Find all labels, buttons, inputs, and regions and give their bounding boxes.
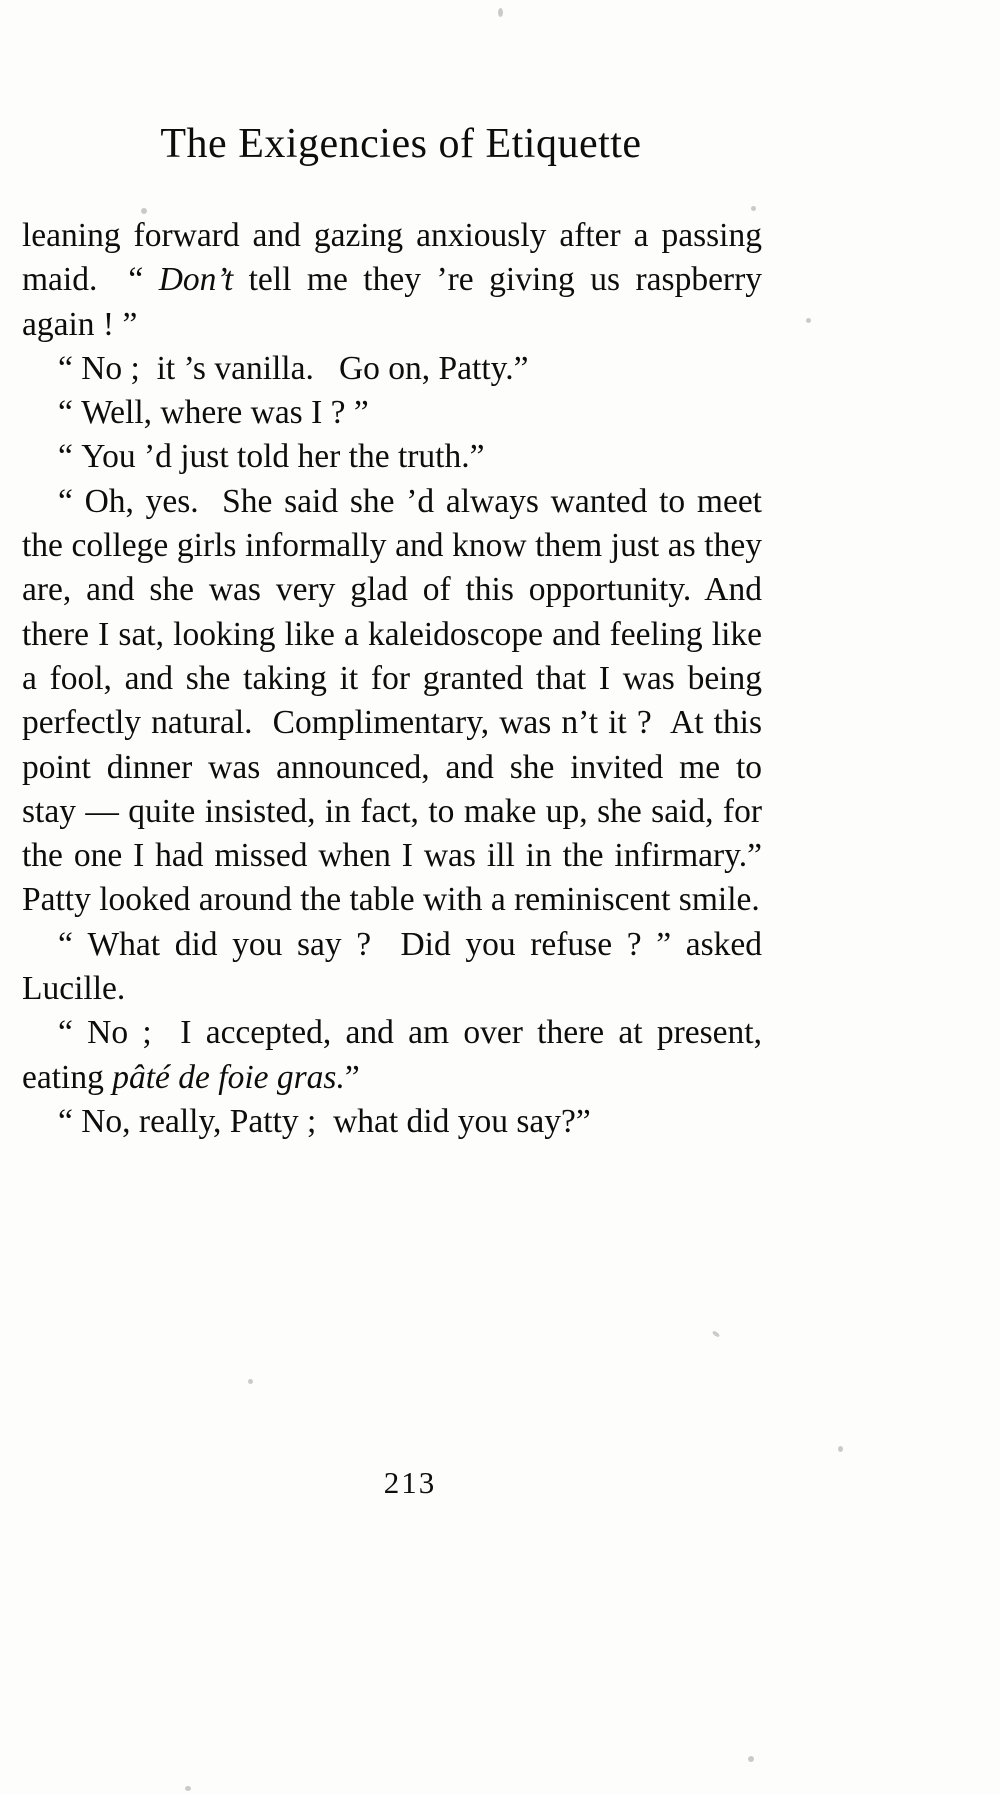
paragraph-1: leaning forward and gazing anxiously after a passing maid. “ Don’t tell me they ’re giving us raspberry again ! ” <box>22 217 762 343</box>
emphasis-pate: pâté de foie gras. <box>112 1058 345 1096</box>
paragraph-8: “ No, really, Patty ; what did you say?” <box>58 1102 591 1140</box>
paragraph-5: “ Oh, yes. She said she ’d always wanted to meet the college girls informally and know them just as they are, and she was very glad of this opportunity. And there I sat, looking like a kaleidoscope and feeling like a fool, and she taking it for granted that I was being perfectly natural. Complimentary, was n’t it ? At this point dinner was announced, and she invited me to stay — quite insisted, in fact, to make up, she said, for the one I had missed when I was ill in the infirmary.” Patty looked around the table with a reminiscent smile. <box>22 482 762 919</box>
scan-speck <box>806 318 811 323</box>
scan-speck <box>498 8 503 17</box>
scan-speck <box>248 1379 253 1384</box>
scan-speck <box>838 1446 843 1452</box>
running-head: The Exigencies of Etiquette <box>160 121 642 167</box>
paragraph-2: “ No ; it ’s vanilla. Go on, Patty.” <box>58 349 529 387</box>
paragraph-6: “ What did you say ? Did you refuse ? ” asked Lucille. <box>22 925 762 1008</box>
scan-speck <box>712 1330 721 1338</box>
scan-speck <box>185 1786 191 1791</box>
body-text <box>22 214 762 1144</box>
page-text-block <box>22 120 762 1500</box>
scan-speck <box>748 1756 754 1762</box>
paragraph-4: “ You ’d just told her the truth.” <box>58 438 485 476</box>
page-number: 213 <box>383 1465 437 1500</box>
paragraph-7: “ No ; I accepted, and am over there at present, eating pâté de foie gras.” <box>22 1014 762 1096</box>
paragraph-3: “ Well, where was I ? ” <box>58 394 369 432</box>
emphasis-dont: Don’t <box>158 261 234 299</box>
